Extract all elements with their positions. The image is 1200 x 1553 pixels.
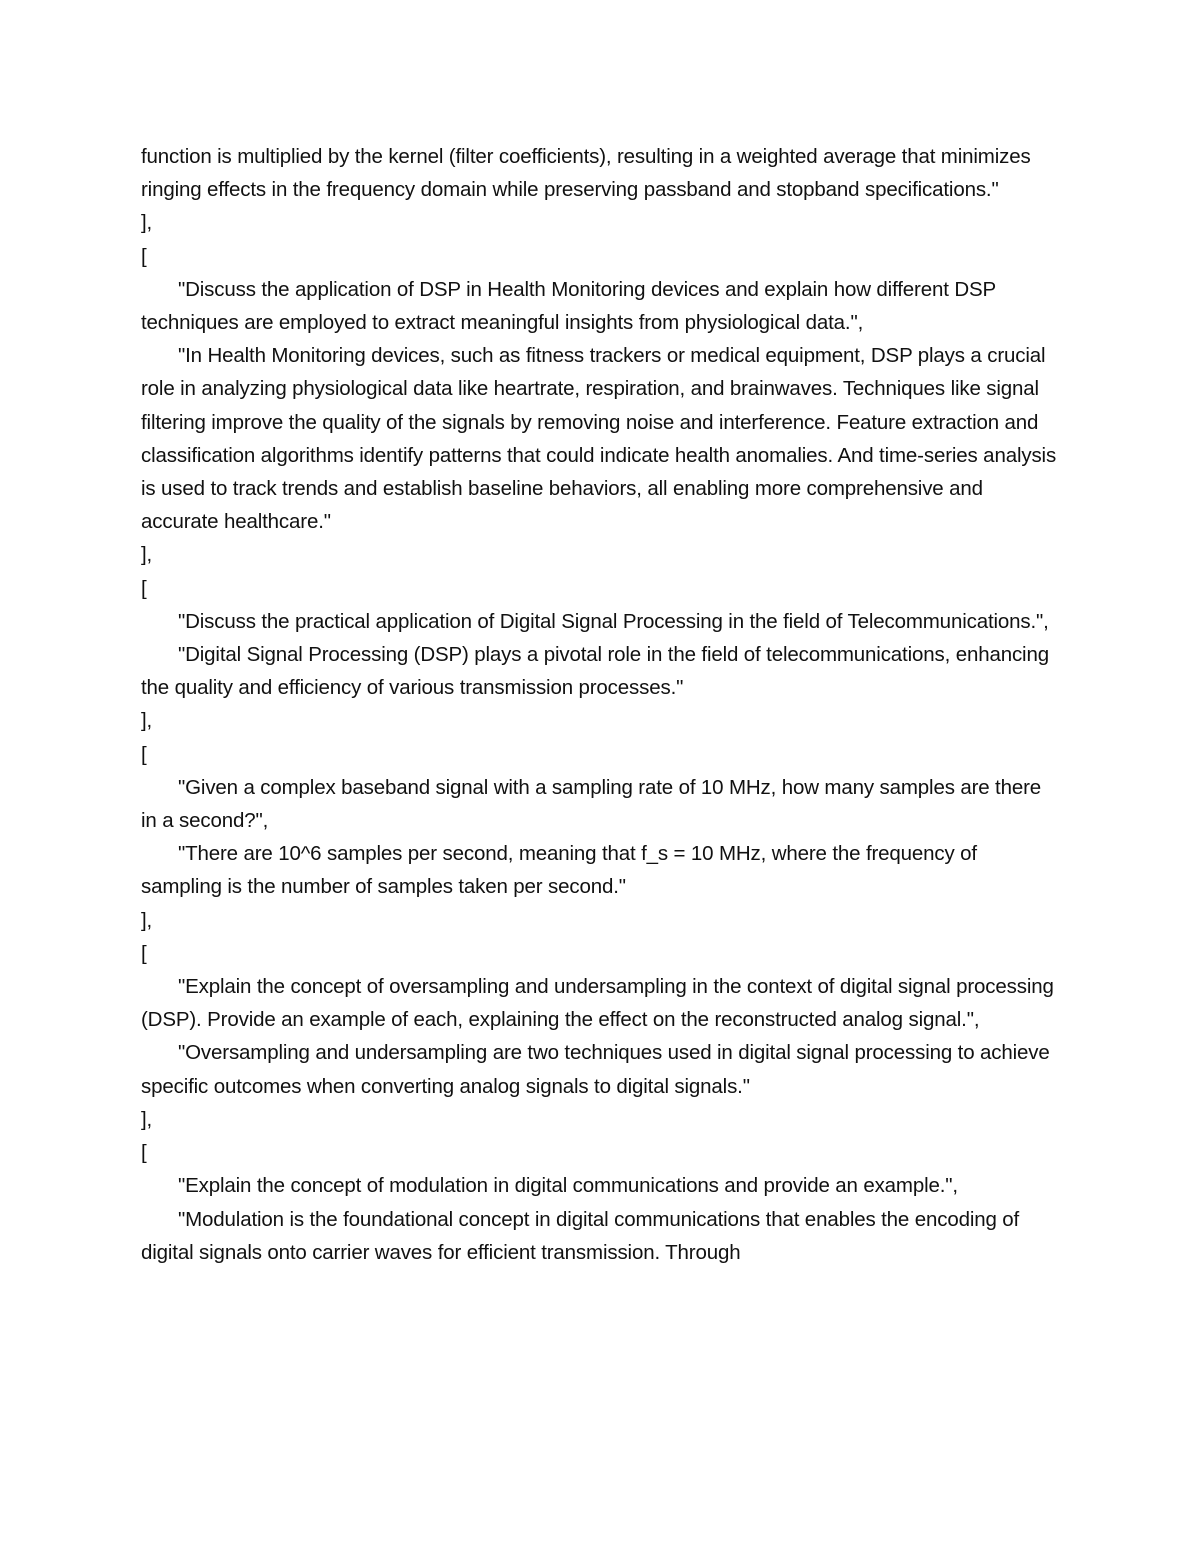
closing-bracket: ], [141,709,153,733]
answer-telecommunications: "Digital Signal Processing (DSP) plays a pivotal role in the field of telecommunications, enhancing the quality and efficiency of various transmission processes." [141,643,1049,700]
question-sampling-rate: "Given a complex baseband signal with a sampling rate of 10 MHz, how many samples are there in a second?", [141,775,1042,833]
question-oversampling: "Explain the concept of oversampling and undersampling in the context of digital signal processing (DSP). Provide an example of each, explaining the effect on the reconstructed analog signal.", [141,975,1054,1032]
opening-bracket: [ [141,1141,147,1165]
question-modulation: "Explain the concept of modulation in digital communications and provide an example.", [178,1174,958,1198]
opening-bracket: [ [141,244,147,268]
paragraph-continued-answer: function is multiplied by the kernel (filter coefficients), resulting in a weighted average that minimizes ringing effects in the frequency domain while preserving passband and stopband specifications." [141,145,1031,202]
question-telecommunications: "Discuss the practical application of Digital Signal Processing in the field of Telecommunications.", [178,609,1049,633]
closing-bracket: ], [141,211,153,235]
opening-bracket: [ [141,576,147,600]
document-page [141,140,1061,1269]
answer-health-monitoring: "In Health Monitoring devices, such as fitness trackers or medical equipment, DSP plays a crucial role in analyzing physiological data like heartrate, respiration, and brainwaves. Techniques like signal filtering improve the quality of the signals by removing noise and interference. Feature extraction and classification algorithms identify patterns that could indicate health anomalies. And time-series analysis is used to track trends and establish baseline behaviors, all enabling more comprehensive and accurate healthcare." [141,344,1057,534]
closing-bracket: ], [141,908,153,932]
opening-bracket: [ [141,742,147,766]
answer-sampling-rate: "There are 10^6 samples per second, meaning that f_s = 10 MHz, where the frequency of sampling is the number of samples taken per second." [141,842,977,899]
question-health-monitoring: "Discuss the application of DSP in Health Monitoring devices and explain how different DSP techniques are employed to extract meaningful insights from physiological data.", [141,277,996,335]
closing-bracket: ], [141,1107,153,1131]
opening-bracket: [ [141,941,147,965]
answer-modulation: "Modulation is the foundational concept in digital communications that enables the encoding of digital signals onto carrier waves for efficient transmission. Through [141,1207,1020,1264]
closing-bracket: ], [141,543,153,567]
answer-oversampling: "Oversampling and undersampling are two techniques used in digital signal processing to achieve specific outcomes when converting analog signals to digital signals." [141,1041,1050,1098]
